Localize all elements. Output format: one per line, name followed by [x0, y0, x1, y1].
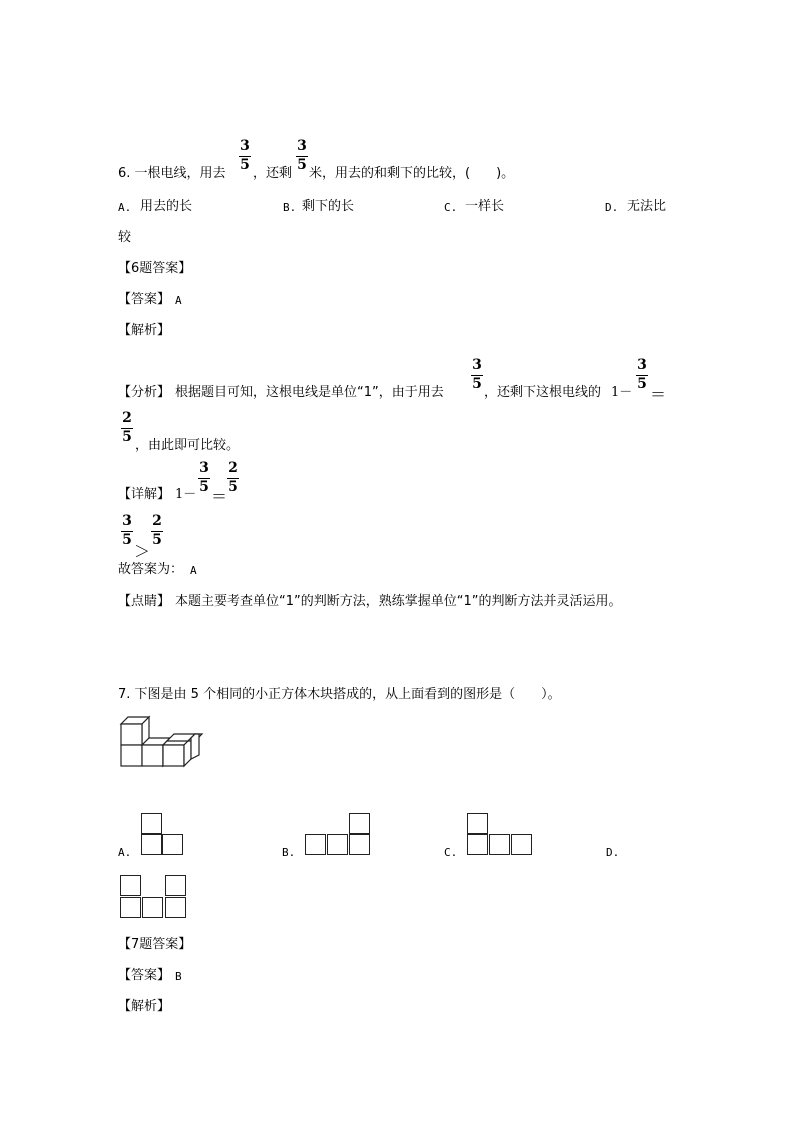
q6-option-c-letter: C.	[444, 201, 458, 214]
grid-square	[141, 813, 162, 834]
grid-square	[162, 834, 183, 855]
q6-fenxi-label: 【分析】	[118, 385, 171, 400]
q6-option-b-text: 剩下的长	[302, 199, 355, 214]
q7-option-c-letter: C.	[444, 846, 458, 859]
cube-front-face	[121, 745, 142, 766]
q6-option-c-text: 一样长	[465, 199, 505, 214]
q6-answer-header: 【6题答案】	[118, 261, 192, 276]
q6-compare-gt: ＞	[134, 542, 151, 561]
cube-front-face	[142, 745, 163, 766]
q6-suffix: 米，用去的和剩下的比较，( )。	[309, 166, 515, 181]
cube-front-face	[163, 745, 184, 766]
q6-option-a-text: 用去的长	[140, 199, 193, 214]
q6-fenxi-text3: ，由此即可比较。	[135, 438, 240, 453]
grid-square	[467, 813, 488, 834]
q7-analysis-label: 【解析】	[118, 999, 171, 1014]
grid-square	[142, 897, 163, 918]
grid-square	[305, 834, 326, 855]
q6-analysis-label: 【解析】	[118, 323, 171, 338]
q7-option-d-letter: D.	[606, 846, 620, 859]
q6-fenxi-fraction-two: 2 5	[122, 410, 132, 445]
q6-fenxi-text1: 根据题目可知，这根电线是单位“1”，由于用去	[175, 385, 444, 400]
grid-square	[120, 897, 141, 918]
q6-fenxi-fraction-three: 3 5	[637, 357, 647, 392]
q7-question: 7. 下图是由 5 个相同的小正方体木块搭成的，从上面看到的图形是（ ）。	[118, 687, 561, 702]
grid-square	[120, 875, 141, 896]
grid-square	[165, 897, 186, 918]
q6-answer-value: A	[175, 294, 182, 307]
q6-fenxi-equals: ＝	[650, 385, 667, 404]
cube-front-face	[121, 724, 142, 745]
q7-option-b-letter: B.	[282, 846, 296, 859]
q6-xiangjie-fraction-three: 3 5	[199, 460, 209, 495]
grid-square	[349, 813, 370, 834]
q6-fenxi-one-minus: 1－	[611, 385, 633, 400]
q6-xiangjie-fraction-two: 2 5	[228, 460, 238, 495]
q6-fraction-left: 3 5	[297, 138, 307, 173]
q6-xiangjie-equals: ＝	[211, 487, 228, 506]
q6-xiangjie-label: 【详解】	[118, 487, 171, 502]
q6-prefix: 6. 一根电线，用去	[118, 166, 226, 181]
q6-option-d-text: 无法比	[627, 199, 667, 214]
grid-square	[327, 834, 348, 855]
cube-back-side-face	[191, 734, 199, 759]
grid-square	[511, 834, 532, 855]
q6-fenxi-fraction-used: 3 5	[472, 357, 482, 392]
q7-answer-value: B	[175, 970, 182, 983]
q6-xiangjie-one-minus: 1－	[175, 487, 197, 502]
q6-conclusion-prefix: 故答案为：	[118, 562, 184, 577]
q7-option-a-letter: A.	[118, 846, 132, 859]
q7-answer-header: 【7题答案】	[118, 937, 192, 952]
q6-compare-fraction-three: 3 5	[122, 513, 132, 548]
q6-fenxi-text2: ，还剩下这根电线的	[484, 385, 602, 400]
q6-dianjing-label: 【点睛】	[118, 594, 171, 609]
q6-conclusion-value: A	[190, 564, 197, 577]
grid-square	[165, 875, 186, 896]
grid-square	[489, 834, 510, 855]
q6-compare-fraction-two: 2 5	[152, 513, 162, 548]
q6-mid: ，还剩	[253, 166, 293, 181]
grid-square	[141, 834, 162, 855]
q6-option-d-wrap: 较	[118, 230, 132, 245]
q7-cube-figure	[118, 714, 204, 768]
grid-square	[467, 834, 488, 855]
q6-option-d-letter: D.	[605, 201, 619, 214]
grid-square	[349, 834, 370, 855]
q7-answer-label: 【答案】	[118, 968, 171, 983]
q6-fraction-used: 3 5	[240, 138, 250, 173]
q6-dianjing-text: 本题主要考查单位“1”的判断方法，熟练掌握单位“1”的判断方法并灵活运用。	[175, 594, 622, 609]
q6-answer-label: 【答案】	[118, 292, 171, 307]
q6-option-b-letter: B.	[283, 201, 297, 214]
q6-option-a-letter: A.	[118, 201, 132, 214]
